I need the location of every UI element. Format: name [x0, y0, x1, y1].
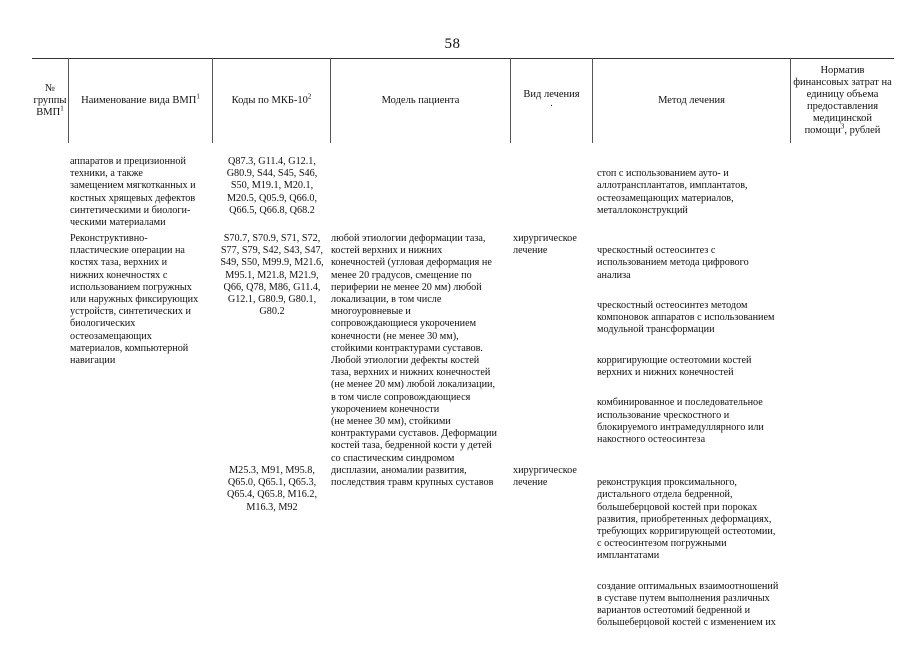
vmp-name-cell: Реконструктивно- пластические операции на костях таза, верхних и нижних конечностях с использованием погружных или наружных фиксирующих устройств, синтетических и биологических остеозамещающих материалов, компьютерной навигации: [70, 233, 199, 367]
patient-model-cell: любой этиологии деформации таза, костей верхних и нижних конечностей (угловая деформация не менее 20 градусов, смещение по периферии не менее 20 мм) любой локализации, в том числе многоуровневые и сопровождающиеся укорочением конечности (не менее 30 мм), стойкими контрактурами суставов. Любой этиологии дефекты костей таза, верхних и нижних конечностей (не менее 20 мм) любой локализации, в том числе сопровождающиеся укорочением конечности (не менее 30 мм), стойкими контрактурами суставов. Деформации костей таза, бедренной кости у детей со спастическим синдромом: [331, 233, 497, 464]
patient-model-cell: дисплазии, аномалии развития, последствия травм крупных суставов: [331, 465, 494, 489]
header-cost-norm: Норматив финансовых затрат на единицу объема предоставления медицинской помощи$^3$, рублей: [793, 64, 892, 136]
header-icd-codes: Коды по МКБ-$10^2$: [231, 92, 312, 106]
icd-codes-cell: Q87.3, G11.4, G12.1, G80.9, S44, S45, S46, S50, M19.1, M20.1, M20.5, Q05.9, Q66.0, Q66.5, Q66.8, Q68.2: [226, 156, 318, 216]
method-item: чрескостный остеосинтез методом компоновок аппаратов с использованием модульной трансформации: [597, 300, 775, 336]
header-treatment-method: Метод лечения: [658, 94, 725, 106]
header-treatment-type: Вид лечения ·: [523, 88, 580, 112]
method-item: создание оптимальных взаимоотношений в суставе путем выполнения различных вариантов остеотомий бедренной и большеберцовой костей с изменением их: [597, 580, 779, 629]
icd-codes-cell: M25.3, M91, M95.8, Q65.0, Q65.1, Q65.3, Q65.4, Q65.8, M16.2, M16.3, M92: [227, 465, 317, 513]
method-cell: [597, 465, 802, 648]
table-header: [32, 58, 894, 143]
method-item: стоп с использованием ауто- и аллотрансплантатов, имплантатов, остеозамещающих материалов, металлоконструкций: [597, 168, 748, 216]
method-cell: [597, 233, 802, 464]
treatment-type-cell: хирургическое лечение: [513, 465, 577, 489]
icd-codes-cell: S70.7, S70.9, S71, S72, S77, S79, S42, S43, S47, S49, S50, M99.9, M21.6, M95.1, M21.8, M21.9, Q66, Q78, M86, G11.4, G12.1, G80.9, G80.1, G80.2: [220, 233, 324, 318]
method-item: реконструкция проксимального, дистального отдела бедренной, большеберцовой костей при пороках развития, приобретенных деформациях, требующих корригирующей остеотомии, с остеосинтезом погружными имплантатами: [597, 477, 776, 562]
header-group-no: № группы ВМП$^1$: [33, 82, 67, 118]
header-patient-model: Модель пациента: [381, 94, 460, 106]
vmp-name-cell: аппаратов и прецизионной техники, а также замещением мягкотканных и костных хрящевых дефектов синтетическими и биологи- ческими материалами: [70, 156, 196, 229]
method-cell: [597, 156, 802, 235]
method-item: чрескостный остеосинтез с использованием метода цифрового анализа: [597, 245, 749, 281]
page-number: 58: [444, 36, 461, 52]
method-item: корригирующие остеотомии костей верхних и нижних конечностей: [597, 354, 752, 379]
treatment-type-cell: хирургическое лечение: [513, 233, 577, 257]
method-item: комбинированное и последовательное использование чрескостного и блокируемого интрамедуллярного или накостного остеосинтеза: [597, 397, 764, 446]
header-vmp-name: Наименование вида ВМП$^1$: [81, 92, 200, 106]
